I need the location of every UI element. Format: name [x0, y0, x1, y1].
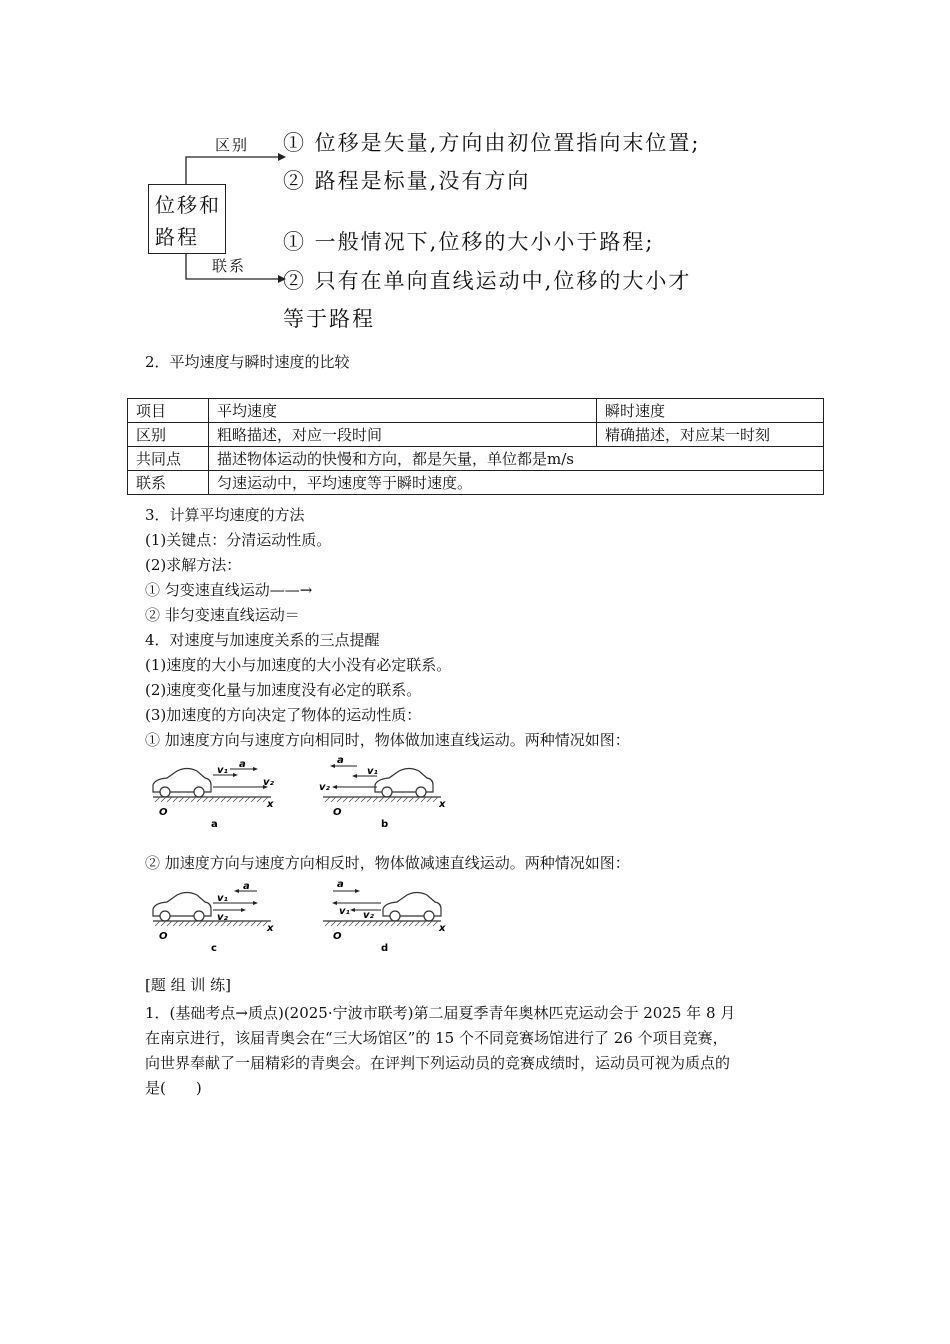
section3-line3: ① 匀变速直线运动——→: [145, 581, 313, 599]
v2-label: v₂: [263, 777, 274, 788]
table-cell: 精确描述，对应某一时刻: [597, 423, 824, 447]
table-row: [128, 471, 824, 495]
figure-d-caption: d: [381, 943, 389, 954]
section4-title: 4．对速度与加速度关系的三点提醒: [145, 631, 380, 649]
acceleration-label: a: [337, 755, 344, 766]
table-cell: 联系: [128, 471, 209, 495]
table-cell: 项目: [128, 399, 209, 423]
car-icon: [153, 769, 211, 798]
table-row: [128, 423, 824, 447]
question1-line1: 1．(基础考点→质点)(2025·宁波市联考)第二届夏季青年奥林匹克运动会于 2025 年 8 月: [145, 1004, 736, 1022]
v1-label: v₁: [217, 765, 228, 776]
origin-label: O: [333, 807, 342, 818]
comparison-table: [127, 398, 824, 495]
difference-point-2: ② 路程是标量,没有方向: [283, 169, 531, 193]
v2-label: v₂: [363, 910, 374, 921]
car-icon: [153, 893, 211, 922]
table-row: [128, 399, 824, 423]
car-icon: [375, 769, 433, 798]
section3-line2: (2)求解方法：: [145, 556, 242, 574]
origin-label: O: [159, 807, 168, 818]
figure-a-accelerating-right: [145, 752, 285, 832]
figure-a-caption: a: [211, 819, 218, 830]
acceleration-label: a: [239, 759, 246, 770]
v1-label: v₁: [367, 766, 378, 777]
connection-point-2a: ② 只有在单向直线运动中,位移的大小才: [283, 269, 692, 293]
axis-label: x: [439, 923, 446, 934]
acceleration-label: a: [337, 879, 344, 890]
table-cell: 描述物体运动的快慢和方向，都是矢量，单位都是m/s: [209, 447, 824, 471]
table-cell: 瞬时速度: [597, 399, 824, 423]
v2-label: v₂: [319, 782, 330, 793]
question1-line4: 是( ): [145, 1079, 202, 1097]
acceleration-label: a: [243, 881, 250, 892]
difference-point-1: ① 位移是矢量,方向由初位置指向末位置;: [283, 131, 701, 155]
section4-line5: ② 加速度方向与速度方向相反时，物体做减速直线运动。两种情况如图：: [145, 854, 630, 872]
car-icon: [383, 893, 441, 922]
table-cell: 匀速运动中，平均速度等于瞬时速度。: [209, 471, 824, 495]
label-connection: 联系: [212, 257, 247, 275]
connection-point-1: ① 一般情况下,位移的大小小于路程;: [283, 230, 655, 254]
question1-line2: 在南京进行，该届青奥会在“三大场馆区”的 15 个不同竞赛场馆进行了 26 个项目竞赛，: [145, 1029, 728, 1047]
table-cell: 共同点: [128, 447, 209, 471]
concept-box-line2: 路程: [155, 225, 199, 249]
figure-c-caption: c: [211, 943, 217, 954]
v1-label: v₁: [217, 893, 228, 904]
section3-line4: ② 非匀变速直线运动＝: [145, 606, 300, 624]
section4-line3: (3)加速度的方向决定了物体的运动性质：: [145, 706, 422, 724]
axis-label: x: [267, 799, 274, 810]
connection-point-2b: 等于路程: [283, 307, 375, 331]
v2-label: v₂: [217, 912, 228, 923]
question1-line3: 向世界奉献了一届精彩的青奥会。在评判下列运动员的竞赛成绩时，运动员可视为质点的: [145, 1054, 731, 1072]
origin-label: O: [159, 931, 168, 942]
figure-c-decelerating-right: [145, 876, 285, 956]
section4-line2: (2)速度变化量与加速度没有必定的联系。: [145, 681, 422, 699]
section4-line4: ① 加速度方向与速度方向相同时，物体做加速直线运动。两种情况如图：: [145, 731, 630, 749]
table-cell: 粗略描述，对应一段时间: [209, 423, 597, 447]
axis-label: x: [267, 923, 274, 934]
section3-title: 3．计算平均速度的方法: [145, 506, 305, 524]
axis-label: x: [439, 799, 446, 810]
section3-line1: (1)关键点：分清运动性质。: [145, 531, 332, 549]
table-cell: 平均速度: [209, 399, 597, 423]
practice-title: [题 组 训 练]: [145, 976, 232, 994]
section4-line1: (1)速度的大小与加速度的大小没有必定联系。: [145, 656, 452, 674]
label-difference: 区别: [215, 136, 250, 154]
origin-label: O: [333, 931, 342, 942]
figure-b-caption: b: [381, 819, 389, 830]
section2-title: 2．平均速度与瞬时速度的比较: [145, 353, 350, 371]
figure-d-decelerating-left: [315, 876, 455, 956]
table-cell: 区别: [128, 423, 209, 447]
concept-box-line1: 位移和: [155, 193, 221, 217]
table-row: [128, 447, 824, 471]
figure-b-accelerating-left: [315, 752, 455, 832]
v1-label: v₁: [339, 906, 350, 917]
